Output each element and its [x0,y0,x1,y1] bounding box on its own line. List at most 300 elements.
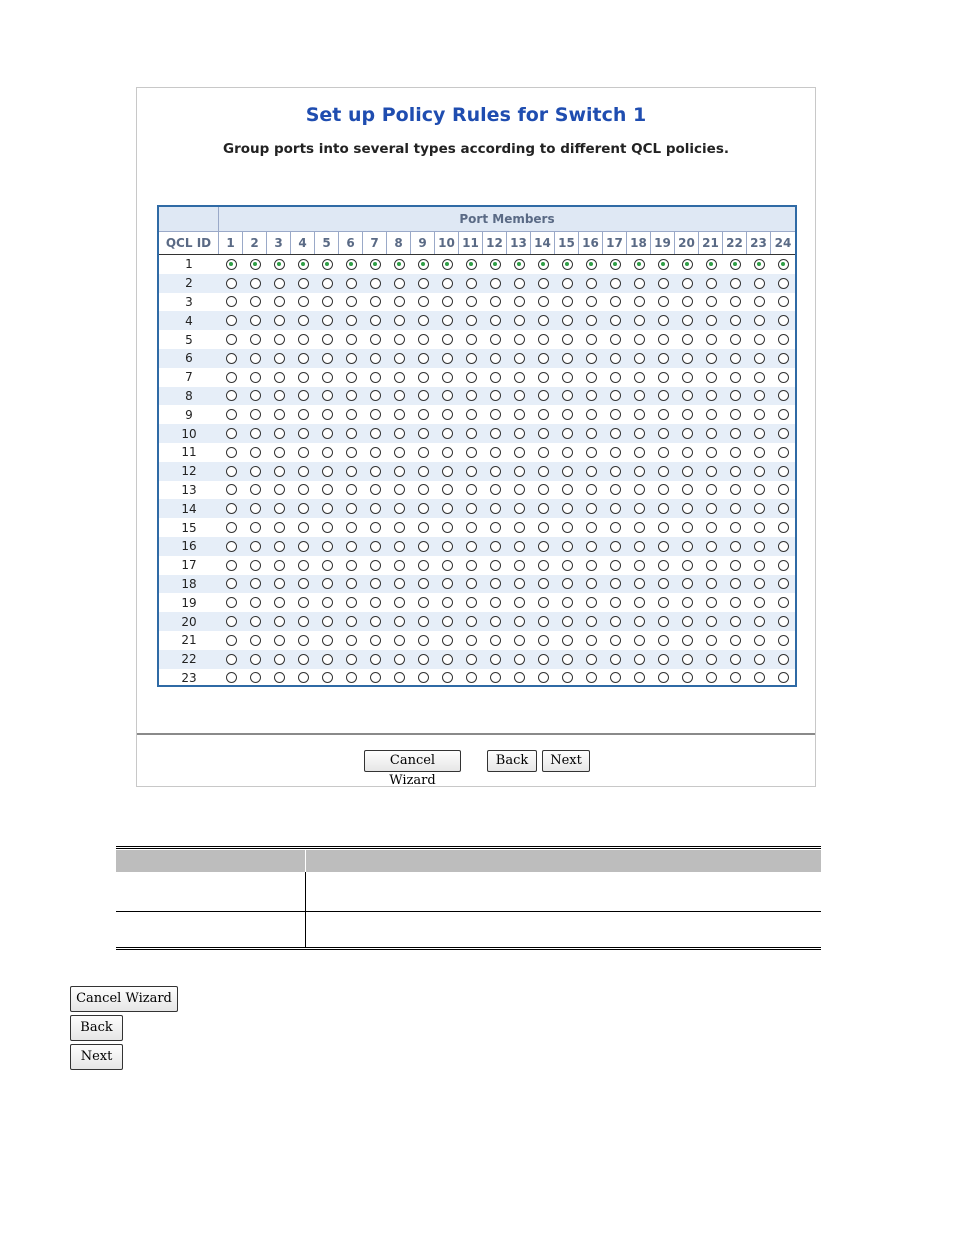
qcl-radio-button[interactable] [634,315,645,326]
qcl-radio-button[interactable] [634,484,645,495]
qcl-radio-button[interactable] [586,409,597,420]
qcl-radio-button[interactable] [274,578,285,589]
qcl-radio-button[interactable] [466,447,477,458]
qcl-radio-button[interactable] [682,372,693,383]
qcl-radio-button[interactable] [538,541,549,552]
qcl-radio-button[interactable] [298,259,309,270]
qcl-radio-button[interactable] [682,390,693,401]
qcl-radio-button[interactable] [538,353,549,364]
qcl-radio-button[interactable] [754,466,765,477]
qcl-radio-button[interactable] [634,409,645,420]
qcl-radio-button[interactable] [250,560,261,571]
back-button[interactable]: Back [487,750,537,772]
qcl-radio-button[interactable] [610,560,621,571]
qcl-radio-button[interactable] [442,278,453,289]
qcl-radio-button[interactable] [658,578,669,589]
qcl-radio-button[interactable] [682,484,693,495]
qcl-radio-button[interactable] [418,390,429,401]
qcl-radio-button[interactable] [634,560,645,571]
qcl-radio-button[interactable] [346,334,357,345]
qcl-radio-button[interactable] [226,578,237,589]
qcl-radio-button[interactable] [610,484,621,495]
qcl-radio-button[interactable] [658,409,669,420]
qcl-radio-button[interactable] [394,503,405,514]
qcl-radio-button[interactable] [298,541,309,552]
qcl-radio-button[interactable] [226,259,237,270]
qcl-radio-button[interactable] [754,428,765,439]
qcl-radio-button[interactable] [490,372,501,383]
qcl-radio-button[interactable] [322,447,333,458]
qcl-radio-button[interactable] [322,372,333,383]
qcl-radio-button[interactable] [322,597,333,608]
qcl-radio-button[interactable] [682,635,693,646]
qcl-radio-button[interactable] [274,296,285,307]
qcl-radio-button[interactable] [466,278,477,289]
qcl-radio-button[interactable] [658,522,669,533]
qcl-radio-button[interactable] [418,597,429,608]
qcl-radio-button[interactable] [418,635,429,646]
qcl-radio-button[interactable] [634,635,645,646]
qcl-radio-button[interactable] [394,541,405,552]
qcl-radio-button[interactable] [586,315,597,326]
qcl-radio-button[interactable] [682,503,693,514]
qcl-radio-button[interactable] [562,428,573,439]
qcl-radio-button[interactable] [394,560,405,571]
qcl-radio-button[interactable] [346,278,357,289]
qcl-radio-button[interactable] [322,334,333,345]
qcl-radio-button[interactable] [682,522,693,533]
qcl-radio-button[interactable] [370,616,381,627]
qcl-radio-button[interactable] [514,503,525,514]
qcl-radio-button[interactable] [562,296,573,307]
qcl-radio-button[interactable] [274,560,285,571]
qcl-radio-button[interactable] [442,616,453,627]
qcl-radio-button[interactable] [490,466,501,477]
qcl-radio-button[interactable] [610,541,621,552]
qcl-radio-button[interactable] [682,672,693,683]
qcl-radio-button[interactable] [466,560,477,571]
legend-next-button[interactable]: Next [70,1044,123,1070]
qcl-radio-button[interactable] [538,428,549,439]
qcl-radio-button[interactable] [418,296,429,307]
qcl-radio-button[interactable] [754,503,765,514]
qcl-radio-button[interactable] [490,522,501,533]
qcl-radio-button[interactable] [418,409,429,420]
qcl-radio-button[interactable] [250,390,261,401]
qcl-radio-button[interactable] [394,409,405,420]
qcl-radio-button[interactable] [322,278,333,289]
qcl-radio-button[interactable] [394,597,405,608]
qcl-radio-button[interactable] [730,353,741,364]
qcl-radio-button[interactable] [706,296,717,307]
qcl-radio-button[interactable] [778,296,789,307]
qcl-radio-button[interactable] [778,447,789,458]
qcl-radio-button[interactable] [658,616,669,627]
qcl-radio-button[interactable] [778,560,789,571]
qcl-radio-button[interactable] [274,409,285,420]
qcl-radio-button[interactable] [394,522,405,533]
qcl-radio-button[interactable] [514,315,525,326]
qcl-radio-button[interactable] [610,447,621,458]
qcl-radio-button[interactable] [322,390,333,401]
qcl-radio-button[interactable] [754,654,765,665]
qcl-radio-button[interactable] [778,372,789,383]
qcl-radio-button[interactable] [538,466,549,477]
qcl-radio-button[interactable] [778,390,789,401]
qcl-radio-button[interactable] [346,409,357,420]
qcl-radio-button[interactable] [538,503,549,514]
qcl-radio-button[interactable] [754,597,765,608]
qcl-radio-button[interactable] [514,390,525,401]
qcl-radio-button[interactable] [658,597,669,608]
qcl-radio-button[interactable] [514,428,525,439]
qcl-radio-button[interactable] [562,353,573,364]
qcl-radio-button[interactable] [754,447,765,458]
qcl-radio-button[interactable] [322,259,333,270]
qcl-radio-button[interactable] [394,616,405,627]
qcl-radio-button[interactable] [682,578,693,589]
qcl-radio-button[interactable] [610,672,621,683]
qcl-radio-button[interactable] [754,522,765,533]
qcl-radio-button[interactable] [466,372,477,383]
qcl-radio-button[interactable] [346,390,357,401]
qcl-radio-button[interactable] [682,541,693,552]
qcl-radio-button[interactable] [778,334,789,345]
qcl-radio-button[interactable] [538,597,549,608]
qcl-radio-button[interactable] [562,522,573,533]
qcl-radio-button[interactable] [706,334,717,345]
qcl-radio-button[interactable] [250,654,261,665]
qcl-radio-button[interactable] [370,484,381,495]
qcl-radio-button[interactable] [346,672,357,683]
qcl-radio-button[interactable] [394,334,405,345]
qcl-radio-button[interactable] [346,635,357,646]
qcl-radio-button[interactable] [610,372,621,383]
qcl-radio-button[interactable] [298,578,309,589]
qcl-radio-button[interactable] [586,259,597,270]
qcl-radio-button[interactable] [226,372,237,383]
qcl-radio-button[interactable] [778,466,789,477]
qcl-radio-button[interactable] [682,616,693,627]
qcl-radio-button[interactable] [658,654,669,665]
qcl-radio-button[interactable] [250,353,261,364]
qcl-radio-button[interactable] [226,409,237,420]
qcl-radio-button[interactable] [610,578,621,589]
qcl-radio-button[interactable] [658,466,669,477]
qcl-radio-button[interactable] [634,541,645,552]
qcl-radio-button[interactable] [418,522,429,533]
qcl-radio-button[interactable] [274,334,285,345]
legend-cancel-wizard-button[interactable]: Cancel Wizard [70,986,178,1012]
qcl-radio-button[interactable] [226,597,237,608]
qcl-radio-button[interactable] [706,635,717,646]
qcl-radio-button[interactable] [586,334,597,345]
qcl-radio-button[interactable] [658,484,669,495]
qcl-radio-button[interactable] [610,390,621,401]
qcl-radio-button[interactable] [466,259,477,270]
qcl-radio-button[interactable] [394,447,405,458]
qcl-radio-button[interactable] [466,522,477,533]
qcl-radio-button[interactable] [634,278,645,289]
qcl-radio-button[interactable] [370,578,381,589]
cancel-wizard-button[interactable]: Cancel Wizard [364,750,461,772]
qcl-radio-button[interactable] [466,578,477,589]
qcl-radio-button[interactable] [754,278,765,289]
qcl-radio-button[interactable] [778,428,789,439]
qcl-radio-button[interactable] [538,278,549,289]
qcl-radio-button[interactable] [394,353,405,364]
qcl-radio-button[interactable] [274,447,285,458]
qcl-radio-button[interactable] [682,654,693,665]
qcl-radio-button[interactable] [298,503,309,514]
qcl-radio-button[interactable] [730,541,741,552]
qcl-radio-button[interactable] [418,503,429,514]
qcl-radio-button[interactable] [658,259,669,270]
qcl-radio-button[interactable] [754,672,765,683]
qcl-radio-button[interactable] [634,372,645,383]
qcl-radio-button[interactable] [706,278,717,289]
qcl-radio-button[interactable] [490,428,501,439]
qcl-radio-button[interactable] [226,334,237,345]
qcl-radio-button[interactable] [610,616,621,627]
qcl-radio-button[interactable] [274,654,285,665]
qcl-radio-button[interactable] [370,296,381,307]
qcl-radio-button[interactable] [394,466,405,477]
qcl-radio-button[interactable] [442,390,453,401]
qcl-radio-button[interactable] [634,522,645,533]
qcl-radio-button[interactable] [586,560,597,571]
qcl-radio-button[interactable] [730,278,741,289]
qcl-radio-button[interactable] [370,334,381,345]
qcl-radio-button[interactable] [442,259,453,270]
qcl-radio-button[interactable] [322,560,333,571]
qcl-radio-button[interactable] [298,466,309,477]
qcl-radio-button[interactable] [538,672,549,683]
qcl-radio-button[interactable] [514,296,525,307]
qcl-radio-button[interactable] [778,672,789,683]
qcl-radio-button[interactable] [442,522,453,533]
qcl-radio-button[interactable] [706,484,717,495]
qcl-radio-button[interactable] [322,616,333,627]
qcl-radio-button[interactable] [250,635,261,646]
qcl-radio-button[interactable] [226,353,237,364]
qcl-radio-button[interactable] [226,447,237,458]
qcl-radio-button[interactable] [586,278,597,289]
qcl-radio-button[interactable] [610,597,621,608]
qcl-radio-button[interactable] [418,447,429,458]
qcl-radio-button[interactable] [490,409,501,420]
qcl-radio-button[interactable] [418,334,429,345]
qcl-radio-button[interactable] [562,372,573,383]
qcl-radio-button[interactable] [490,296,501,307]
qcl-radio-button[interactable] [634,597,645,608]
qcl-radio-button[interactable] [466,503,477,514]
qcl-radio-button[interactable] [346,466,357,477]
qcl-radio-button[interactable] [394,578,405,589]
qcl-radio-button[interactable] [394,372,405,383]
qcl-radio-button[interactable] [562,635,573,646]
qcl-radio-button[interactable] [562,278,573,289]
qcl-radio-button[interactable] [730,466,741,477]
qcl-radio-button[interactable] [298,409,309,420]
qcl-radio-button[interactable] [274,466,285,477]
qcl-radio-button[interactable] [538,334,549,345]
qcl-radio-button[interactable] [706,616,717,627]
qcl-radio-button[interactable] [322,578,333,589]
qcl-radio-button[interactable] [346,654,357,665]
qcl-radio-button[interactable] [610,503,621,514]
qcl-radio-button[interactable] [298,522,309,533]
qcl-radio-button[interactable] [322,541,333,552]
qcl-radio-button[interactable] [730,578,741,589]
qcl-radio-button[interactable] [658,503,669,514]
qcl-radio-button[interactable] [706,447,717,458]
qcl-radio-button[interactable] [418,616,429,627]
qcl-radio-button[interactable] [274,616,285,627]
qcl-radio-button[interactable] [298,484,309,495]
qcl-radio-button[interactable] [634,466,645,477]
qcl-radio-button[interactable] [706,541,717,552]
qcl-radio-button[interactable] [298,447,309,458]
qcl-radio-button[interactable] [634,578,645,589]
qcl-radio-button[interactable] [538,390,549,401]
qcl-radio-button[interactable] [322,484,333,495]
qcl-radio-button[interactable] [346,597,357,608]
qcl-radio-button[interactable] [778,278,789,289]
qcl-radio-button[interactable] [754,372,765,383]
qcl-radio-button[interactable] [610,466,621,477]
qcl-radio-button[interactable] [514,672,525,683]
qcl-radio-button[interactable] [538,259,549,270]
qcl-radio-button[interactable] [466,296,477,307]
qcl-radio-button[interactable] [730,315,741,326]
qcl-radio-button[interactable] [298,560,309,571]
qcl-radio-button[interactable] [706,315,717,326]
qcl-radio-button[interactable] [298,334,309,345]
qcl-radio-button[interactable] [610,278,621,289]
qcl-radio-button[interactable] [514,654,525,665]
qcl-radio-button[interactable] [538,522,549,533]
qcl-radio-button[interactable] [658,541,669,552]
qcl-radio-button[interactable] [514,259,525,270]
qcl-radio-button[interactable] [490,672,501,683]
qcl-radio-button[interactable] [442,635,453,646]
qcl-radio-button[interactable] [658,560,669,571]
qcl-radio-button[interactable] [442,597,453,608]
qcl-radio-button[interactable] [706,522,717,533]
qcl-radio-button[interactable] [442,541,453,552]
qcl-radio-button[interactable] [730,447,741,458]
qcl-radio-button[interactable] [514,635,525,646]
qcl-radio-button[interactable] [394,390,405,401]
qcl-radio-button[interactable] [610,522,621,533]
qcl-radio-button[interactable] [226,315,237,326]
qcl-radio-button[interactable] [370,654,381,665]
qcl-radio-button[interactable] [250,315,261,326]
qcl-radio-button[interactable] [706,390,717,401]
qcl-radio-button[interactable] [634,428,645,439]
qcl-radio-button[interactable] [394,672,405,683]
qcl-radio-button[interactable] [730,522,741,533]
qcl-radio-button[interactable] [226,522,237,533]
qcl-radio-button[interactable] [682,334,693,345]
qcl-radio-button[interactable] [370,447,381,458]
next-button[interactable]: Next [542,750,590,772]
qcl-radio-button[interactable] [418,672,429,683]
qcl-radio-button[interactable] [778,259,789,270]
qcl-radio-button[interactable] [370,372,381,383]
qcl-radio-button[interactable] [322,428,333,439]
qcl-radio-button[interactable] [514,597,525,608]
qcl-radio-button[interactable] [586,466,597,477]
qcl-radio-button[interactable] [610,409,621,420]
qcl-radio-button[interactable] [274,597,285,608]
qcl-radio-button[interactable] [778,522,789,533]
qcl-radio-button[interactable] [754,616,765,627]
qcl-radio-button[interactable] [274,353,285,364]
qcl-radio-button[interactable] [250,616,261,627]
qcl-radio-button[interactable] [274,503,285,514]
qcl-radio-button[interactable] [442,654,453,665]
qcl-radio-button[interactable] [538,578,549,589]
qcl-radio-button[interactable] [226,503,237,514]
qcl-radio-button[interactable] [706,409,717,420]
qcl-radio-button[interactable] [586,484,597,495]
qcl-radio-button[interactable] [610,315,621,326]
qcl-radio-button[interactable] [250,503,261,514]
qcl-radio-button[interactable] [634,334,645,345]
qcl-radio-button[interactable] [706,654,717,665]
qcl-radio-button[interactable] [514,372,525,383]
qcl-radio-button[interactable] [226,466,237,477]
qcl-radio-button[interactable] [778,503,789,514]
qcl-radio-button[interactable] [442,315,453,326]
qcl-radio-button[interactable] [658,428,669,439]
qcl-radio-button[interactable] [418,560,429,571]
qcl-radio-button[interactable] [586,654,597,665]
qcl-radio-button[interactable] [226,635,237,646]
qcl-radio-button[interactable] [346,428,357,439]
qcl-radio-button[interactable] [346,372,357,383]
qcl-radio-button[interactable] [274,428,285,439]
qcl-radio-button[interactable] [610,353,621,364]
qcl-radio-button[interactable] [250,334,261,345]
qcl-radio-button[interactable] [370,390,381,401]
qcl-radio-button[interactable] [490,315,501,326]
qcl-radio-button[interactable] [418,484,429,495]
qcl-radio-button[interactable] [514,522,525,533]
qcl-radio-button[interactable] [394,315,405,326]
qcl-radio-button[interactable] [754,409,765,420]
qcl-radio-button[interactable] [250,372,261,383]
qcl-radio-button[interactable] [442,503,453,514]
qcl-radio-button[interactable] [778,353,789,364]
qcl-radio-button[interactable] [298,635,309,646]
qcl-radio-button[interactable] [250,597,261,608]
qcl-radio-button[interactable] [730,484,741,495]
qcl-radio-button[interactable] [442,578,453,589]
qcl-radio-button[interactable] [370,597,381,608]
qcl-radio-button[interactable] [394,635,405,646]
qcl-radio-button[interactable] [274,484,285,495]
qcl-radio-button[interactable] [226,654,237,665]
qcl-radio-button[interactable] [490,635,501,646]
qcl-radio-button[interactable] [754,315,765,326]
qcl-radio-button[interactable] [778,541,789,552]
qcl-radio-button[interactable] [322,409,333,420]
qcl-radio-button[interactable] [442,484,453,495]
qcl-radio-button[interactable] [346,560,357,571]
